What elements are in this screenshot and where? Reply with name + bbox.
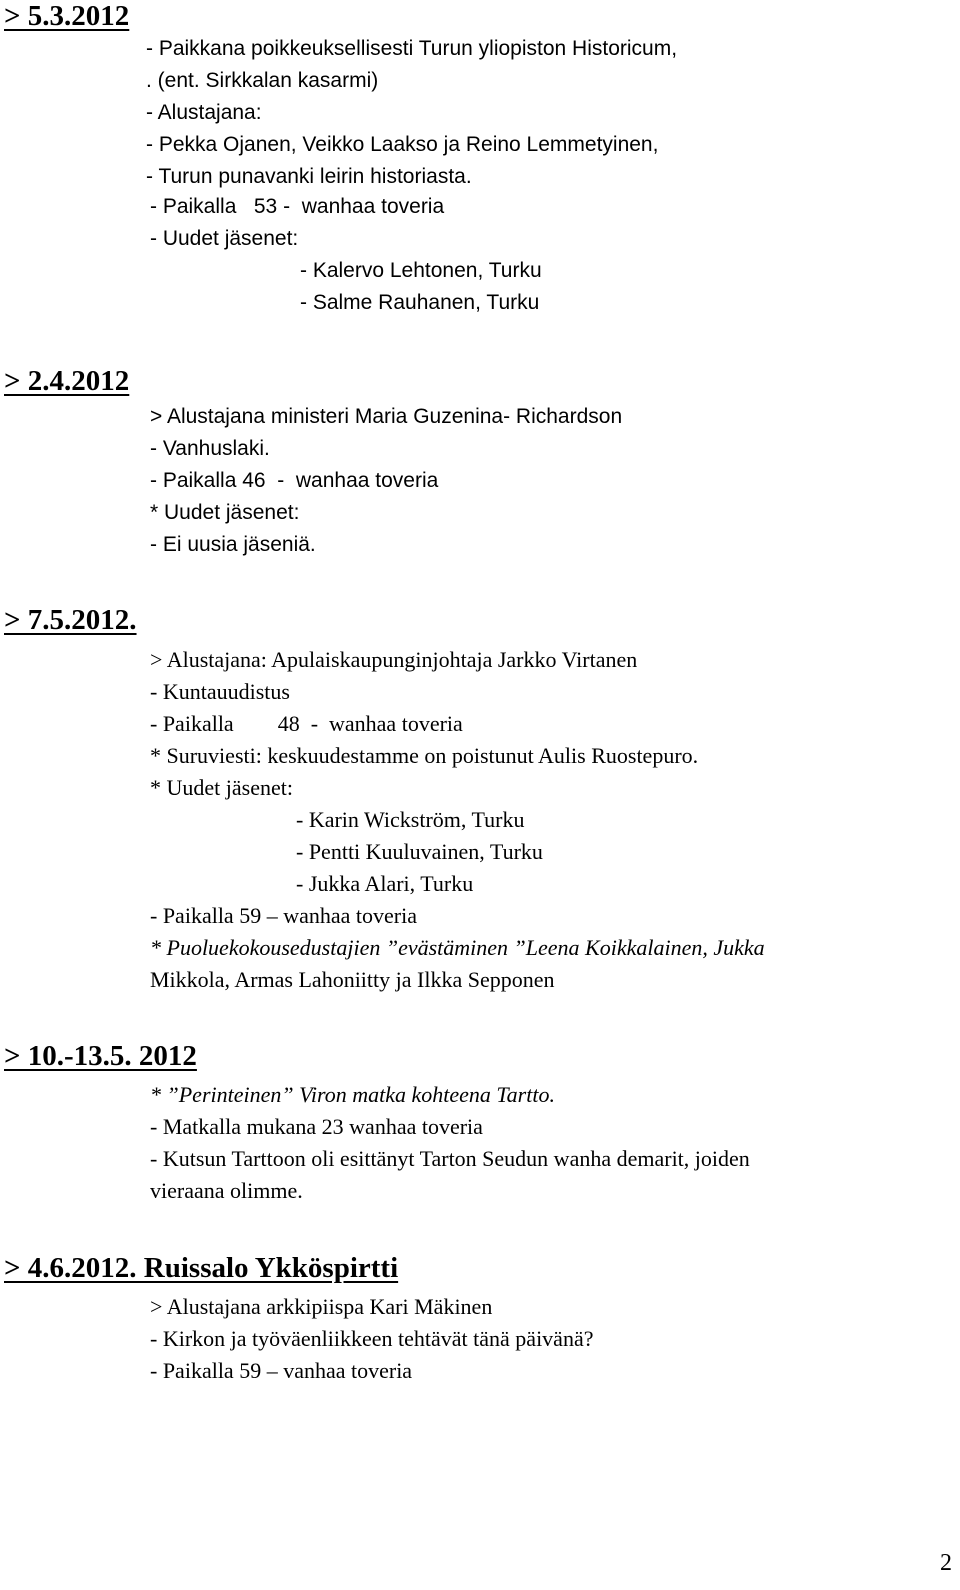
text-line: - Ei uusia jäseniä. (150, 533, 316, 556)
text-line: - Paikalla 53 - wanhaa toveria (150, 195, 445, 218)
section-heading (4, 0, 269, 34)
text-line: > Alustajana ministeri Maria Guzenina- Richardson (150, 405, 623, 428)
text-line: * ”Perinteinen” Viron matka kohteena Tartto. (150, 1082, 555, 1107)
text-line: - Kuntauudistus (150, 679, 290, 704)
text-line: - Paikalla 59 – wanhaa toveria (150, 903, 417, 928)
text-line: - Karin Wickström, Turku (296, 807, 525, 832)
text-line: * Uudet jäsenet: (150, 501, 300, 524)
text-line: . (ent. Sirkkalan kasarmi) (146, 69, 379, 92)
text-line: - Alustajana: (146, 101, 262, 124)
text-line: - Salme Rauhanen, Turku (300, 291, 540, 314)
text-line: - Pekka Ojanen, Veikko Laakso ja Reino Lemmetyinen, (146, 133, 659, 156)
text-line: - Pentti Kuuluvainen, Turku (296, 839, 543, 864)
text-line: - Kirkon ja työväenliikkeen tehtävät tänä päivänä? (150, 1326, 594, 1351)
section-heading-text: > 4.6.2012. Ruissalo Ykköspirtti (4, 1252, 399, 1284)
text-line: - Matkalla mukana 23 wanhaa toveria (150, 1114, 483, 1139)
section-heading (4, 602, 265, 638)
section-heading-text: > 5.3.2012 (4, 0, 130, 32)
text-line: Mikkola, Armas Lahoniitty ja Ilkka Sepponen (150, 967, 555, 992)
text-line: - Paikkana poikkeuksellisesti Turun yliopiston Historicum, (146, 37, 678, 60)
text-line: - Paikalla 48 - wanhaa toveria (150, 711, 463, 736)
text-line: - Kalervo Lehtonen, Turku (300, 259, 542, 282)
page-number: 2 (940, 1550, 952, 1576)
text-line: > Alustajana: Apulaiskaupunginjohtaja Jarkko Virtanen (150, 647, 638, 672)
text-line: - Paikalla 46 - wanhaa toveria (150, 469, 439, 492)
text-line: - Uudet jäsenet: (150, 227, 299, 250)
text-line: - Kutsun Tarttoon oli esittänyt Tarton Seudun wanha demarit, joiden (150, 1146, 750, 1171)
text-line: > Alustajana arkkipiispa Kari Mäkinen (150, 1294, 493, 1319)
text-line: * Puoluekokousedustajien ”evästäminen ”Leena Koikkalainen, Jukka (150, 935, 765, 960)
section-heading-text: > 2.4.2012 (4, 365, 130, 397)
text-line: vieraana olimme. (150, 1178, 303, 1203)
text-line: * Uudet jäsenet: (150, 775, 293, 800)
text-line: - Paikalla 59 – vanhaa toveria (150, 1358, 413, 1383)
text-line: - Vanhuslaki. (150, 437, 270, 460)
text-line: * Suruviesti: keskuudestamme on poistunut Aulis Ruostepuro. (150, 743, 699, 768)
section-heading-text: > 10.-13.5. 2012 (4, 1040, 197, 1072)
section-heading (4, 1250, 398, 1286)
text-line: - Turun punavanki leirin historiasta. (146, 165, 472, 188)
section-heading-text: > 7.5.2012. (4, 604, 137, 636)
section-heading (4, 363, 129, 399)
section-heading (4, 1038, 197, 1074)
text-line: - Jukka Alari, Turku (296, 871, 474, 896)
